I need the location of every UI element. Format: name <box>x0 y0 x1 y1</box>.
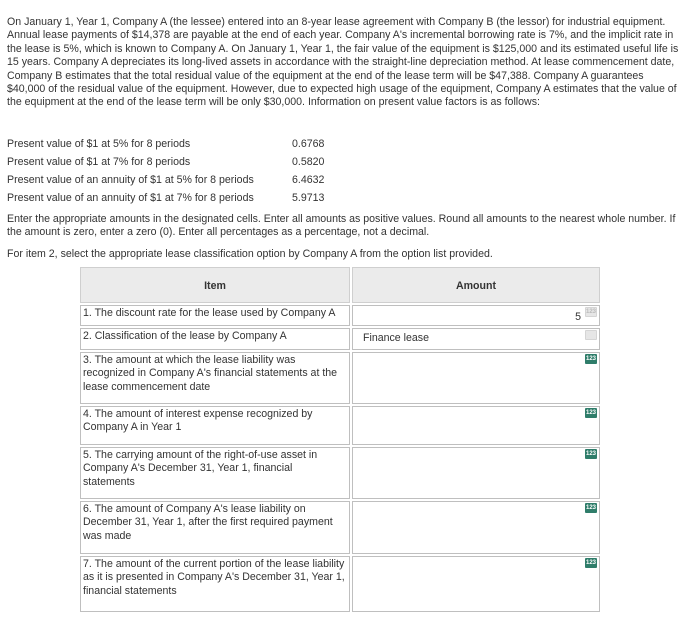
answer-table <box>80 267 600 612</box>
dropdown-icon <box>585 330 597 340</box>
pv-factors-table <box>7 136 324 208</box>
classification-select[interactable] <box>352 328 600 350</box>
pv-row <box>7 136 324 154</box>
amount-input-1[interactable] <box>352 305 600 326</box>
numeric-icon: 123 <box>585 410 596 416</box>
classification-value: Finance lease <box>363 332 429 344</box>
amount-value-1: 5 <box>575 311 581 323</box>
amount-input-4[interactable] <box>352 406 600 445</box>
pv-value: 5.9713 <box>292 192 325 205</box>
item-cell-7: 7. The amount of the current portion of the lease liability as it is presented in Company A's December 31, Year 1, financial statements <box>80 556 350 612</box>
pv-row <box>7 190 324 208</box>
numeric-icon: 123 <box>586 309 597 315</box>
numeric-icon: 123 <box>585 356 596 362</box>
item-cell-4: 4. The amount of interest expense recognized by Company A in Year 1 <box>80 406 350 445</box>
pv-label: Present value of $1 at 5% for 8 periods <box>7 138 191 151</box>
item-cell-2: 2. Classification of the lease by Company A <box>80 328 350 350</box>
numeric-icon: 123 <box>585 560 596 566</box>
pv-row <box>7 172 324 190</box>
amount-input-6[interactable] <box>352 501 600 554</box>
problem-text: On January 1, Year 1, Company A (the lessee) entered into an 8-year lease agreement with Company B (the lessor) for industrial equipment. Annual lease payments of $14,378 are payable at the end of each year. Company A's incremental borrowing rate is 7%, and the implicit rate in the lease is 5%, which is known to Company A. On January 1, Year 1, the fair value of the equipment is $125,000 and its estimated useful life is 15 years. Company A depreciates its long-lived assets in accordance with the straight-line depreciation method. At lease commencement date, Company B estimates that the total residual value of the equipment at the end of the lease term will be $47,388. Company A guarantees $40,000 of the residual value of the equipment. However, due to expected high usage of the equipment, Company A estimates that the value of the equipment at the end of the lease term will be only $30,000. Information on present value factors is as follows: <box>7 16 679 109</box>
pv-value: 6.4632 <box>292 174 325 187</box>
pv-label: Present value of $1 at 7% for 8 periods <box>7 156 191 169</box>
item-cell-6: 6. The amount of Company A's lease liability on December 31, Year 1, after the first required payment was made <box>80 501 350 554</box>
numeric-icon: 123 <box>585 451 596 457</box>
pv-label: Present value of an annuity of $1 at 5% for 8 periods <box>7 174 254 187</box>
amount-input-3[interactable] <box>352 352 600 404</box>
amount-input-7[interactable] <box>352 556 600 612</box>
pv-value: 0.5820 <box>292 156 325 169</box>
numeric-icon: 123 <box>585 505 596 511</box>
instructions-item2: For item 2, select the appropriate lease classification option by Company A from the option list provided. <box>7 248 493 260</box>
header-amount: Amount <box>352 267 600 303</box>
amount-input-5[interactable] <box>352 447 600 499</box>
item-cell-5: 5. The carrying amount of the right-of-use asset in Company A's December 31, Year 1, financial statements <box>80 447 350 499</box>
item-cell-3: 3. The amount at which the lease liability was recognized in Company A's financial statements at the lease commencement date <box>80 352 350 404</box>
instructions: Enter the appropriate amounts in the designated cells. Enter all amounts as positive values. Round all amounts to the nearest whole number. If the amount is zero, enter a zero (0). Enter all percentages as a percentage, not a decimal. <box>7 213 676 239</box>
item-cell-1: 1. The discount rate for the lease used by Company A <box>80 305 350 326</box>
pv-label: Present value of an annuity of $1 at 7% for 8 periods <box>7 192 254 205</box>
pv-value: 0.6768 <box>292 138 325 151</box>
pv-row <box>7 154 324 172</box>
header-item: Item <box>80 267 350 303</box>
